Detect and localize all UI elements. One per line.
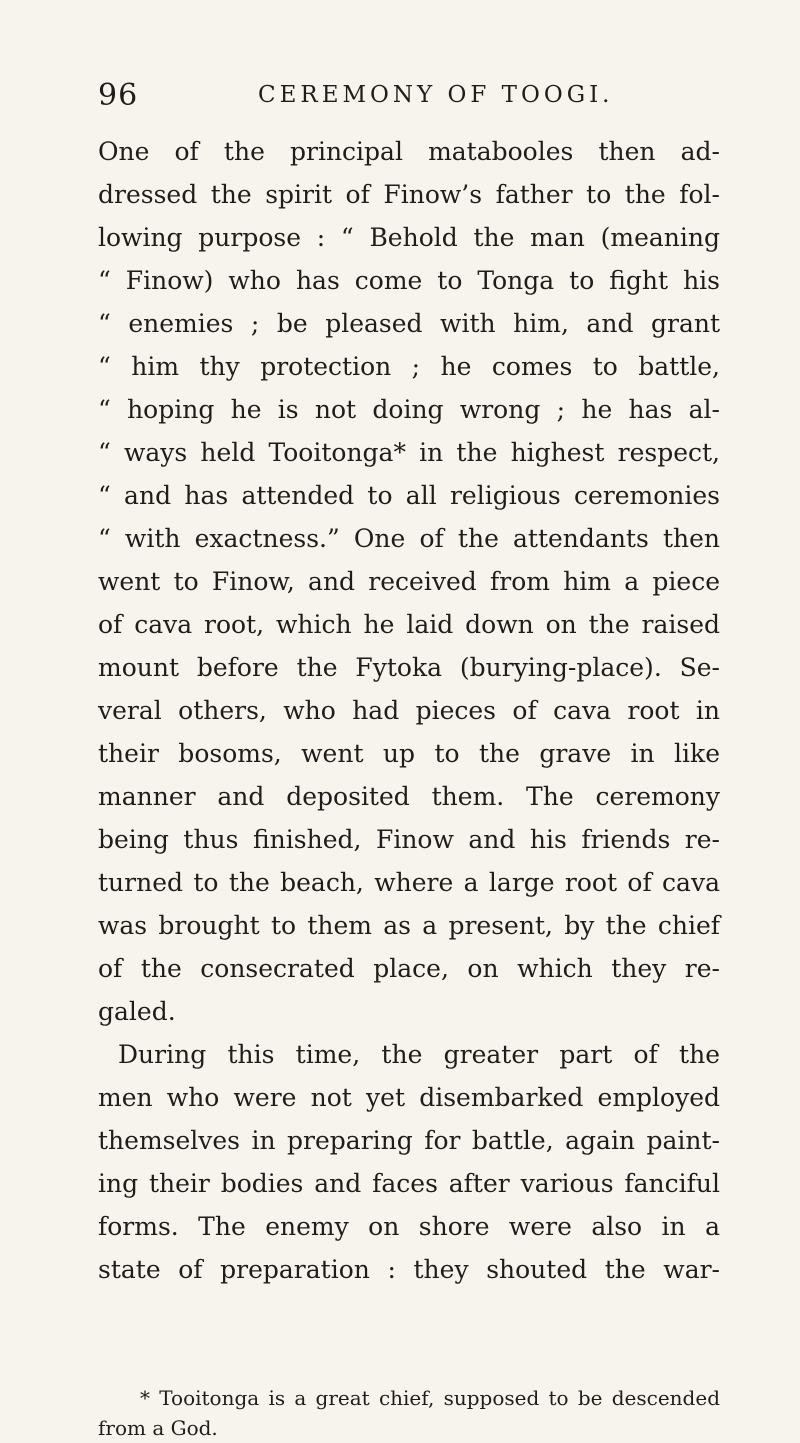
page-number: 96 xyxy=(98,78,139,113)
text-line: turned to the beach, where a large root of cava xyxy=(98,868,720,897)
text-line: forms. The enemy on shore were also in a xyxy=(98,1212,720,1241)
text-line: was brought to them as a present, by the chief xyxy=(98,911,720,940)
text-line: of cava root, which he laid down on the raised xyxy=(98,610,720,639)
footnote xyxy=(98,1383,720,1443)
text-line: “ hoping he is not doing wrong ; he has al- xyxy=(98,395,720,424)
text-line: One of the principal matabooles then ad- xyxy=(98,137,720,166)
text-line: dressed the spirit of Finow’s father to the fol- xyxy=(98,180,720,209)
text-line: went to Finow, and received from him a piece xyxy=(98,567,720,596)
text-line: “ enemies ; be pleased with him, and grant xyxy=(98,309,720,338)
text-line: “ with exactness.” One of the attendants then xyxy=(98,524,720,553)
text-line: being thus finished, Finow and his friends re- xyxy=(98,825,720,854)
footnote-line: * Tooitonga is a great chief, supposed to be descended xyxy=(140,1386,720,1410)
footnote-line: from a God. xyxy=(98,1416,218,1440)
text-line: “ and has attended to all religious ceremonies xyxy=(98,481,720,510)
text-line: themselves in preparing for battle, again paint- xyxy=(98,1126,720,1155)
page-header xyxy=(98,78,718,118)
text-line: their bosoms, went up to the grave in like xyxy=(98,739,720,768)
text-line: “ him thy protection ; he comes to battle, xyxy=(98,352,720,381)
text-line: “ Finow) who has come to Tonga to fight his xyxy=(98,266,720,295)
text-line: state of preparation : they shouted the war- xyxy=(98,1255,720,1284)
text-line: men who were not yet disembarked employed xyxy=(98,1083,720,1112)
body-text xyxy=(98,130,720,1291)
text-line: ing their bodies and faces after various fanciful xyxy=(98,1169,720,1198)
text-line: During this time, the greater part of the xyxy=(118,1040,720,1069)
text-line: of the consecrated place, on which they re- xyxy=(98,954,720,983)
text-line: lowing purpose : “ Behold the man (meaning xyxy=(98,223,720,252)
running-head: CEREMONY OF TOOGI. xyxy=(258,82,614,108)
text-line: “ ways held Tooitonga* in the highest respect, xyxy=(98,438,720,467)
text-line: manner and deposited them. The ceremony xyxy=(98,782,720,811)
text-line: mount before the Fytoka (burying-place). Se- xyxy=(98,653,720,682)
text-line: veral others, who had pieces of cava root in xyxy=(98,696,720,725)
text-line: galed. xyxy=(98,997,176,1026)
